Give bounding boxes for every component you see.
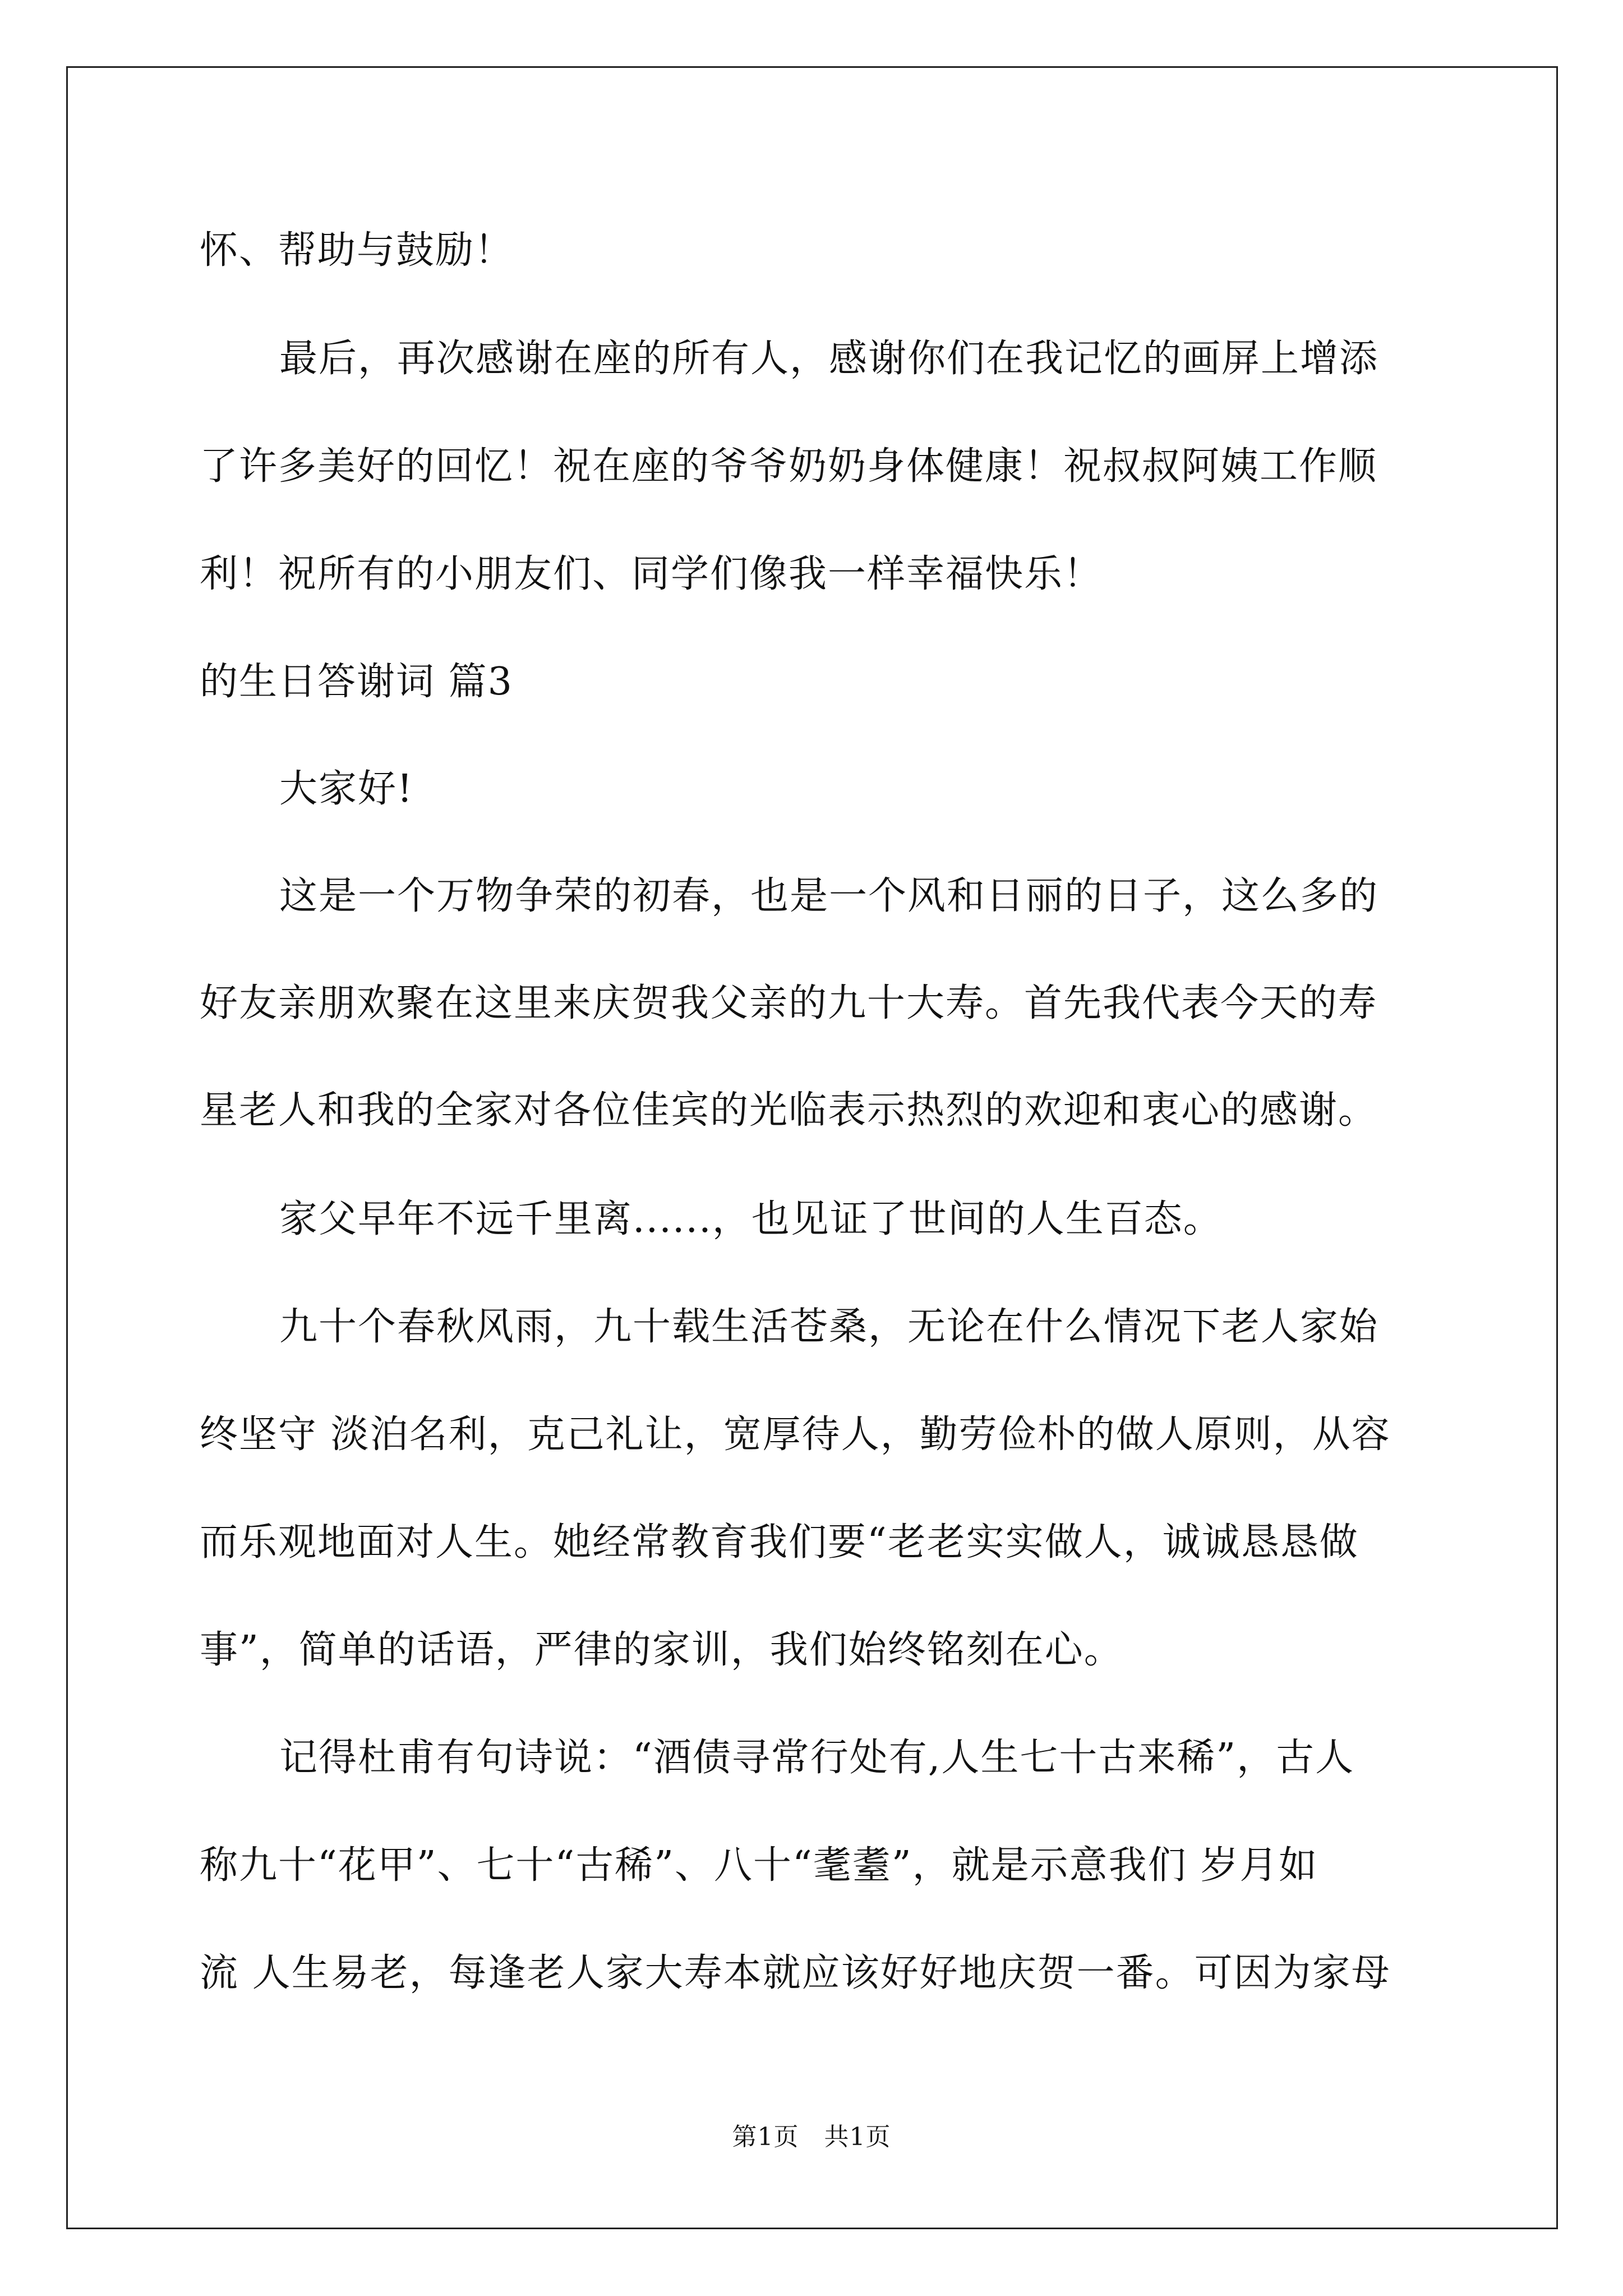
text-line: 利！祝所有的小朋友们、同学们像我一样幸福快乐！ bbox=[200, 552, 1103, 596]
text-line: 流 人生易老，每逢老人家大寿本就应该好好地庆贺一番。可因为家母 bbox=[200, 1951, 1391, 1995]
text-line: 家父早年不远千里离......，也见证了世间的人生百态。 bbox=[279, 1197, 1223, 1241]
text-line: 好友亲朋欢聚在这里来庆贺我父亲的九十大寿。首先我代表今天的寿 bbox=[200, 981, 1378, 1025]
text-line: 而乐观地面对人生。她经常教育我们要“老老实实做人，诚诚恳恳做 bbox=[200, 1520, 1359, 1565]
text-line: 九十个春秋风雨，九十载生活苍桑，无论在什么情况下老人家始 bbox=[279, 1305, 1379, 1349]
text-line: 星老人和我的全家对各位佳宾的光临表示热烈的欢迎和衷心的感谢。 bbox=[200, 1088, 1378, 1133]
text-line: 记得杜甫有句诗说：“酒债寻常行处有,人生七十古来稀”，古人 bbox=[279, 1736, 1355, 1780]
text-line: 这是一个万物争荣的初春，也是一个风和日丽的日子，这么多的 bbox=[279, 874, 1379, 918]
text-line: 大家好! bbox=[279, 767, 414, 811]
page-number: 第1页 共1页 bbox=[732, 2123, 891, 2151]
text-line: 终坚守 淡泊名利，克己礼让，宽厚待人，勤劳俭朴的做人原则，从容 bbox=[200, 1412, 1391, 1457]
text-line: 事”，简单的话语，严律的家训，我们始终铭刻在心。 bbox=[200, 1628, 1123, 1672]
text-line: 了许多美好的回忆！祝在座的爷爷奶奶身体健康！祝叔叔阿姨工作顺 bbox=[200, 444, 1378, 489]
text-line: 最后，再次感谢在座的所有人，感谢你们在我记忆的画屏上增添 bbox=[279, 337, 1379, 381]
text-line: 称九十“花甲”、七十“古稀”、八十“耄耋”，就是示意我们 岁月如 bbox=[200, 1843, 1318, 1888]
page-border bbox=[66, 66, 1558, 2229]
text-line: 怀、帮助与鼓励！ bbox=[200, 228, 514, 273]
section-heading: 的生日答谢词 篇3 bbox=[200, 660, 513, 704]
